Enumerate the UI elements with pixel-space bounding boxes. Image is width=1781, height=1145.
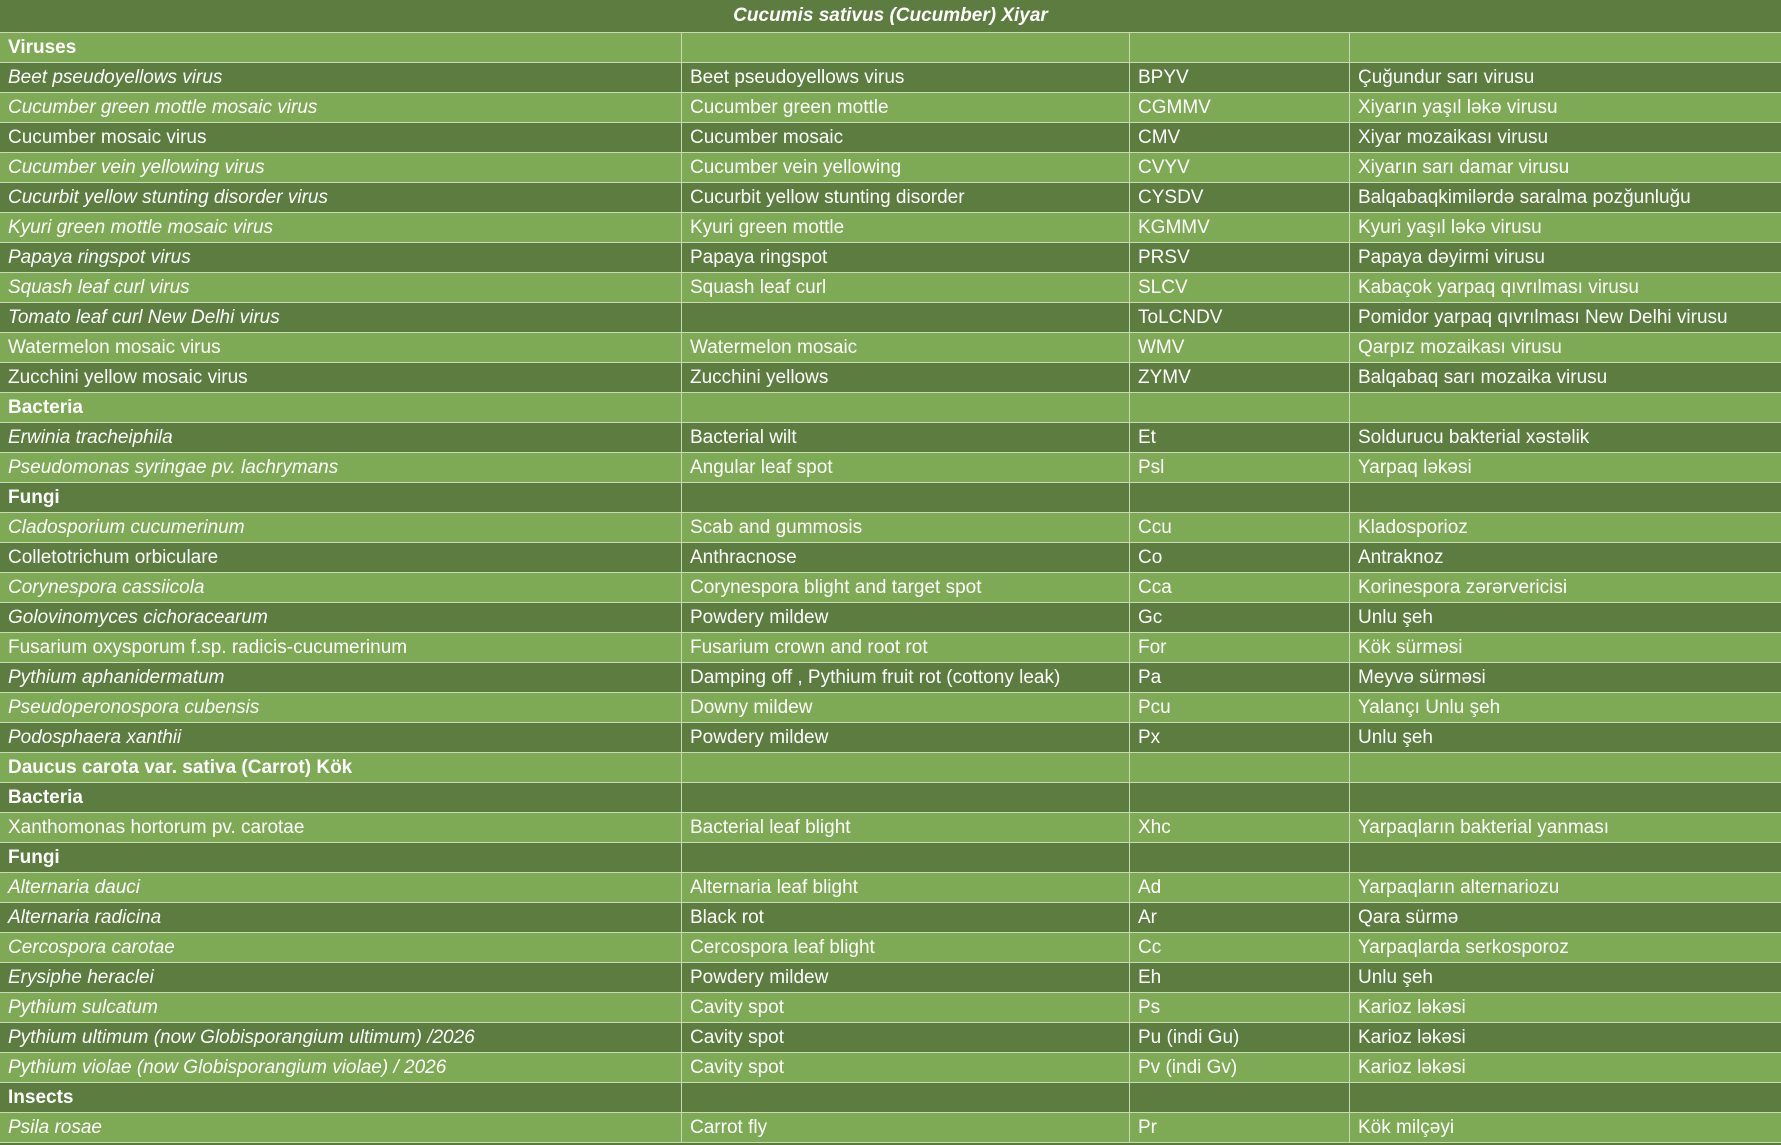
code-cell[interactable]: SLCV [1130,273,1350,302]
code-cell[interactable]: BPYV [1130,63,1350,92]
scientific-name-cell[interactable]: Erwinia tracheiphila [0,423,682,452]
table-row [0,963,1781,993]
scientific-name-cell[interactable]: Colletotrichum orbiculare [0,543,682,572]
scientific-name-cell[interactable]: Xanthomonas hortorum pv. carotae [0,813,682,842]
code-cell[interactable] [1130,783,1350,812]
scientific-name-cell[interactable]: Cucumber mosaic virus [0,123,682,152]
common-name-cell[interactable]: Anthracnose [682,543,1130,572]
common-name-cell[interactable]: Powdery mildew [682,963,1130,992]
scientific-name-cell[interactable]: Cucumber vein yellowing virus [0,153,682,182]
common-name-cell[interactable]: Fusarium crown and root rot [682,633,1130,662]
section-header-row [0,393,1781,423]
code-cell[interactable] [1130,1083,1350,1112]
scientific-name-cell[interactable]: Pythium sulcatum [0,993,682,1022]
common-name-cell[interactable]: Alternaria leaf blight [682,873,1130,902]
azerbaijani-name-cell[interactable] [1350,33,1781,62]
common-name-cell[interactable]: Damping off , Pythium fruit rot (cottony leak) [682,663,1130,692]
table-row [0,633,1781,663]
azerbaijani-name-cell[interactable]: Kabaçok yarpaq qıvrılması virusu [1350,273,1781,302]
table-row [0,693,1781,723]
azerbaijani-name-cell[interactable]: Karioz ləkəsi [1350,1053,1781,1082]
section-header-row [0,753,1781,783]
azerbaijani-name-cell[interactable]: Yarpaq ləkəsi [1350,453,1781,482]
scientific-name-cell[interactable]: Podosphaera xanthii [0,723,682,752]
sheet-title[interactable]: Cucumis sativus (Cucumber) Xiyar [0,0,1781,32]
common-name-cell[interactable]: Cavity spot [682,1023,1130,1052]
table-row [0,213,1781,243]
azerbaijani-name-cell[interactable]: Papaya dəyirmi virusu [1350,243,1781,272]
azerbaijani-name-cell[interactable]: Unlu şeh [1350,723,1781,752]
code-cell[interactable]: Ad [1130,873,1350,902]
scientific-name-cell[interactable]: Corynespora cassiicola [0,573,682,602]
scientific-name-cell[interactable]: Alternaria dauci [0,873,682,902]
table-row [0,303,1781,333]
scientific-name-cell[interactable]: Cucumber green mottle mosaic virus [0,93,682,122]
code-cell[interactable]: Ps [1130,993,1350,1022]
section-label-cell[interactable]: Viruses [0,33,682,62]
azerbaijani-name-cell[interactable]: Xiyarın yaşıl ləkə virusu [1350,93,1781,122]
common-name-cell[interactable]: Bacterial leaf blight [682,813,1130,842]
table-body [0,33,1781,1143]
table-row [0,813,1781,843]
common-name-cell[interactable]: Bacterial wilt [682,423,1130,452]
table-row [0,243,1781,273]
common-name-cell[interactable]: Cucumber mosaic [682,123,1130,152]
common-name-cell[interactable] [682,393,1130,422]
scientific-name-cell[interactable]: Pythium aphanidermatum [0,663,682,692]
azerbaijani-name-cell[interactable] [1350,393,1781,422]
table-row [0,423,1781,453]
common-name-cell[interactable]: Cavity spot [682,993,1130,1022]
scientific-name-cell[interactable]: Fusarium oxysporum f.sp. radicis-cucumerinum [0,633,682,662]
section-header-row [0,1083,1781,1113]
code-cell[interactable]: CYSDV [1130,183,1350,212]
azerbaijani-name-cell[interactable]: Soldurucu bakterial xəstəlik [1350,423,1781,452]
scientific-name-cell[interactable]: Cucurbit yellow stunting disorder virus [0,183,682,212]
table-row [0,123,1781,153]
common-name-cell[interactable]: Cavity spot [682,1053,1130,1082]
common-name-cell[interactable] [682,1083,1130,1112]
azerbaijani-name-cell[interactable]: Antraknoz [1350,543,1781,572]
code-cell[interactable]: CMV [1130,123,1350,152]
common-name-cell[interactable]: Cucurbit yellow stunting disorder [682,183,1130,212]
common-name-cell[interactable]: Zucchini yellows [682,363,1130,392]
common-name-cell[interactable]: Corynespora blight and target spot [682,573,1130,602]
azerbaijani-name-cell[interactable]: Yarpaqların bakterial yanması [1350,813,1781,842]
table-row [0,183,1781,213]
azerbaijani-name-cell[interactable]: Xiyar mozaikası virusu [1350,123,1781,152]
scientific-name-cell[interactable]: Pseudoperonospora cubensis [0,693,682,722]
table-row [0,933,1781,963]
code-cell[interactable]: Gc [1130,603,1350,632]
azerbaijani-name-cell[interactable]: Balqabaq sarı mozaika virusu [1350,363,1781,392]
common-name-cell[interactable] [682,783,1130,812]
code-cell[interactable] [1130,843,1350,872]
code-cell[interactable]: Xhc [1130,813,1350,842]
common-name-cell[interactable] [682,483,1130,512]
scientific-name-cell[interactable]: Pseudomonas syringae pv. lachrymans [0,453,682,482]
scientific-name-cell[interactable]: Squash leaf curl virus [0,273,682,302]
code-cell[interactable]: WMV [1130,333,1350,362]
azerbaijani-name-cell[interactable] [1350,753,1781,782]
azerbaijani-name-cell[interactable]: Karioz ləkəsi [1350,1023,1781,1052]
azerbaijani-name-cell[interactable]: Qarpız mozaikası virusu [1350,333,1781,362]
common-name-cell[interactable]: Scab and gummosis [682,513,1130,542]
code-cell[interactable] [1130,33,1350,62]
code-cell[interactable]: Pcu [1130,693,1350,722]
scientific-name-cell[interactable]: Golovinomyces cichoracearum [0,603,682,632]
table-row [0,1113,1781,1143]
table-row [0,513,1781,543]
table-row [0,603,1781,633]
code-cell[interactable] [1130,753,1350,782]
table-row [0,723,1781,753]
section-header-row [0,483,1781,513]
azerbaijani-name-cell[interactable]: Unlu şeh [1350,963,1781,992]
section-header-row [0,783,1781,813]
common-name-cell[interactable] [682,753,1130,782]
code-cell[interactable]: Pu (indi Gu) [1130,1023,1350,1052]
common-name-cell[interactable]: Squash leaf curl [682,273,1130,302]
code-cell[interactable]: Ar [1130,903,1350,932]
common-name-cell[interactable] [682,843,1130,872]
code-cell[interactable]: Cca [1130,573,1350,602]
scientific-name-cell[interactable]: Psila rosae [0,1113,682,1142]
azerbaijani-name-cell[interactable]: Balqabaqkimilərdə saralma pozğunluğu [1350,183,1781,212]
azerbaijani-name-cell[interactable] [1350,783,1781,812]
table-row [0,993,1781,1023]
common-name-cell[interactable] [682,303,1130,332]
code-cell[interactable]: PRSV [1130,243,1350,272]
table-row [0,1023,1781,1053]
code-cell[interactable]: Co [1130,543,1350,572]
scientific-name-cell[interactable]: Alternaria radicina [0,903,682,932]
table-row [0,543,1781,573]
section-label-cell[interactable]: Insects [0,1083,682,1112]
common-name-cell[interactable]: Beet pseudoyellows virus [682,63,1130,92]
code-cell[interactable]: Cc [1130,933,1350,962]
scientific-name-cell[interactable]: Tomato leaf curl New Delhi virus [0,303,682,332]
table-row [0,453,1781,483]
section-label-cell[interactable]: Bacteria [0,393,682,422]
section-label-cell[interactable]: Daucus carota var. sativa (Carrot) Kök [0,753,682,782]
table-row [0,663,1781,693]
common-name-cell[interactable]: Cucumber vein yellowing [682,153,1130,182]
common-name-cell[interactable]: Powdery mildew [682,603,1130,632]
code-cell[interactable]: Eh [1130,963,1350,992]
common-name-cell[interactable]: Downy mildew [682,693,1130,722]
azerbaijani-name-cell[interactable]: Qara sürmə [1350,903,1781,932]
section-label-cell[interactable]: Fungi [0,483,682,512]
table-row [0,273,1781,303]
common-name-cell[interactable]: Kyuri green mottle [682,213,1130,242]
azerbaijani-name-cell[interactable]: Kök sürməsi [1350,633,1781,662]
scientific-name-cell[interactable]: Papaya ringspot virus [0,243,682,272]
table-row [0,333,1781,363]
code-cell[interactable]: ZYMV [1130,363,1350,392]
common-name-cell[interactable]: Cucumber green mottle [682,93,1130,122]
code-cell[interactable]: Psl [1130,453,1350,482]
scientific-name-cell[interactable]: Kyuri green mottle mosaic virus [0,213,682,242]
azerbaijani-name-cell[interactable]: Yarpaqların alternariozu [1350,873,1781,902]
scientific-name-cell[interactable]: Zucchini yellow mosaic virus [0,363,682,392]
common-name-cell[interactable]: Angular leaf spot [682,453,1130,482]
azerbaijani-name-cell[interactable] [1350,843,1781,872]
table-row [0,873,1781,903]
scientific-name-cell[interactable]: Cercospora carotae [0,933,682,962]
code-cell[interactable]: Px [1130,723,1350,752]
azerbaijani-name-cell[interactable]: Kladosporioz [1350,513,1781,542]
section-label-cell[interactable]: Bacteria [0,783,682,812]
scientific-name-cell[interactable]: Pythium violae (now Globisporangium violae) / 2026 [0,1053,682,1082]
table-row [0,63,1781,93]
section-header-row [0,843,1781,873]
azerbaijani-name-cell[interactable]: Çuğundur sarı virusu [1350,63,1781,92]
azerbaijani-name-cell[interactable]: Yarpaqlarda serkosporoz [1350,933,1781,962]
code-cell[interactable] [1130,393,1350,422]
table-row [0,903,1781,933]
table-row [0,153,1781,183]
title-row [0,0,1781,33]
scientific-name-cell[interactable]: Beet pseudoyellows virus [0,63,682,92]
azerbaijani-name-cell[interactable]: Meyvə sürməsi [1350,663,1781,692]
table-row [0,573,1781,603]
code-cell[interactable]: For [1130,633,1350,662]
azerbaijani-name-cell[interactable] [1350,1083,1781,1112]
azerbaijani-name-cell[interactable]: Unlu şeh [1350,603,1781,632]
azerbaijani-name-cell[interactable]: Yalançı Unlu şeh [1350,693,1781,722]
common-name-cell[interactable]: Cercospora leaf blight [682,933,1130,962]
code-cell[interactable]: CVYV [1130,153,1350,182]
common-name-cell[interactable]: Powdery mildew [682,723,1130,752]
azerbaijani-name-cell[interactable]: Kök milçəyi [1350,1113,1781,1142]
scientific-name-cell[interactable]: Pythium ultimum (now Globisporangium ultimum) /2026 [0,1023,682,1052]
azerbaijani-name-cell[interactable]: Karioz ləkəsi [1350,993,1781,1022]
azerbaijani-name-cell[interactable]: Korinespora zərərvericisi [1350,573,1781,602]
azerbaijani-name-cell[interactable]: Kyuri yaşıl ləkə virusu [1350,213,1781,242]
code-cell[interactable]: KGMMV [1130,213,1350,242]
scientific-name-cell[interactable]: Watermelon mosaic virus [0,333,682,362]
common-name-cell[interactable]: Watermelon mosaic [682,333,1130,362]
code-cell[interactable]: Ccu [1130,513,1350,542]
scientific-name-cell[interactable]: Cladosporium cucumerinum [0,513,682,542]
section-label-cell[interactable]: Fungi [0,843,682,872]
code-cell[interactable]: Pa [1130,663,1350,692]
section-header-row [0,33,1781,63]
common-name-cell[interactable] [682,33,1130,62]
azerbaijani-name-cell[interactable] [1350,483,1781,512]
code-cell[interactable]: ToLCNDV [1130,303,1350,332]
code-cell[interactable]: CGMMV [1130,93,1350,122]
code-cell[interactable] [1130,483,1350,512]
common-name-cell[interactable]: Papaya ringspot [682,243,1130,272]
common-name-cell[interactable]: Carrot fly [682,1113,1130,1142]
azerbaijani-name-cell[interactable]: Pomidor yarpaq qıvrılması New Delhi virusu [1350,303,1781,332]
table-row [0,363,1781,393]
code-cell[interactable]: Et [1130,423,1350,452]
table-row [0,1053,1781,1083]
common-name-cell[interactable]: Black rot [682,903,1130,932]
code-cell[interactable]: Pr [1130,1113,1350,1142]
azerbaijani-name-cell[interactable]: Xiyarın sarı damar virusu [1350,153,1781,182]
table-row [0,93,1781,123]
scientific-name-cell[interactable]: Erysiphe heraclei [0,963,682,992]
code-cell[interactable]: Pv (indi Gv) [1130,1053,1350,1082]
